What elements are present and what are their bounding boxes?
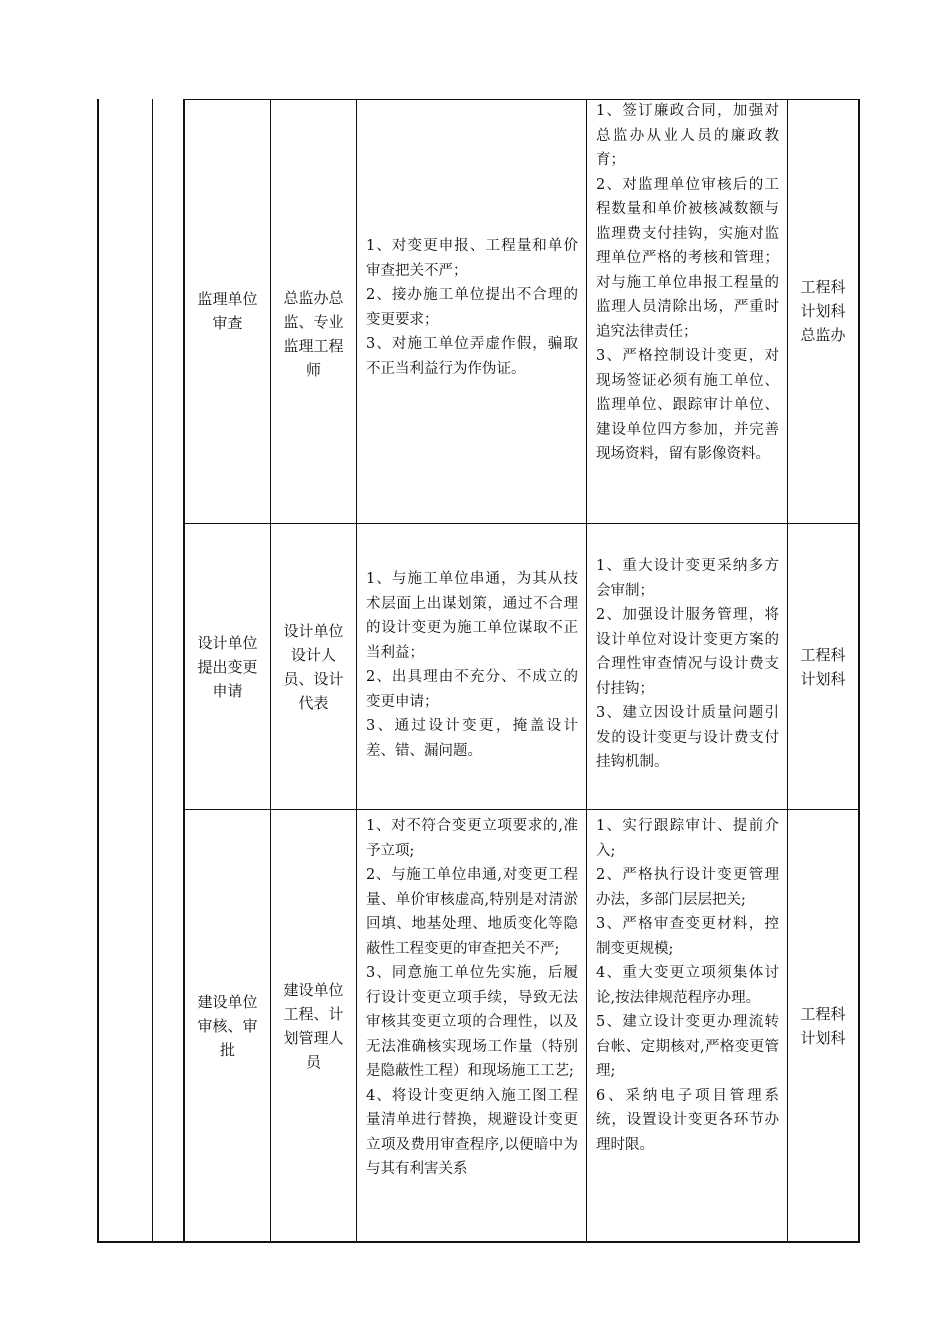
risk-item: 3、同意施工单位先实施，后履行设计变更立项手续，导致无法审核其变更立项的合理性，以及无法准确核实现场工作量（特别是隐蔽性工程）和现场施工工艺; xyxy=(366,965,578,1079)
risk-item: 1、对变更申报、工程量和单价审查把关不严； xyxy=(366,238,578,279)
person-cell: 总监办总监、专业监理工程师 xyxy=(283,289,344,379)
row-border-bottom xyxy=(97,1241,860,1243)
risk-cell xyxy=(357,234,586,381)
risk-item: 3、对施工单位弄虚作假，骗取不正当利益行为作伪证。 xyxy=(366,336,578,377)
person-cell: 建设单位工程、计划管理人员 xyxy=(283,980,344,1071)
measure-item: 6、采纳电子项目管理系统，设置设计变更各环节办理时限。 xyxy=(596,1087,779,1153)
risk-item: 2、出具理由不充分、不成立的变更申请； xyxy=(366,669,578,710)
measure-item: 1、重大设计变更采纳多方会审制； xyxy=(596,558,779,599)
table-row xyxy=(185,99,270,523)
risk-item: 2、与施工单位串通,对变更工程量、单价审核虚高,特别是对清淤回填、地基处理、地质变化等隐蔽性工程变更的审查把关不严; xyxy=(366,867,578,957)
measure-item: 3、严格控制设计变更，对现场签证必须有施工单位、监理单位、跟踪审计单位、建设单位四方参加，并完善现场资料，留有影像资料。 xyxy=(596,348,779,462)
dept-cell: 工程科计划科 xyxy=(800,645,846,688)
measure-item: 3、建立因设计质量问题引发的设计变更与设计费支付挂钩机制。 xyxy=(596,705,779,770)
measure-cell xyxy=(587,99,787,467)
risk-item: 4、将设计变更纳入施工图工程量清单进行替换，规避设计变更立项及费用审查程序,以便暗中为与其有利害关系 xyxy=(366,1087,578,1177)
stage-cell: 建设单位审核、审批 xyxy=(197,992,258,1059)
table-border-right xyxy=(858,99,860,1243)
stage-cell: 设计单位提出变更申请 xyxy=(197,633,258,700)
dept-cell: 工程科计划科 xyxy=(800,1004,846,1047)
measure-item: 5、建立设计变更办理流转台帐、定期核对,严格变更管理; xyxy=(596,1014,779,1079)
measure-item: 2、加强设计服务管理，将设计单位对设计变更方案的合理性审查情况与设计费支付挂钩； xyxy=(596,607,779,697)
risk-item: 2、接办施工单位提出不合理的变更要求； xyxy=(366,287,578,328)
measure-item: 3、严格审查变更材料，控制变更规模; xyxy=(596,916,779,957)
stage-cell: 监理单位审查 xyxy=(197,290,258,332)
risk-item: 1、对不符合变更立项要求的,准予立项; xyxy=(366,818,578,859)
dept-cell: 工程科计划科总监办 xyxy=(800,278,846,344)
measure-item: 2、严格执行设计变更管理办法，多部门层层把关; xyxy=(596,867,779,908)
measure-item: 1、实行跟踪审计、提前介入; xyxy=(596,818,779,859)
risk-cell xyxy=(357,567,586,763)
measure-item: 4、重大变更立项须集体讨论,按法律规范程序办理。 xyxy=(596,965,779,1006)
measure-item: 1、签订廉政合同，加强对总监办从业人员的廉政教育； xyxy=(596,103,779,168)
risk-item: 1、与施工单位串通，为其从技术层面上出谋划策，通过不合理的设计变更为施工单位谋取不正当利益； xyxy=(366,571,578,661)
measure-cell xyxy=(587,814,787,1157)
measure-cell xyxy=(587,554,787,775)
person-cell: 设计单位设计人员、设计代表 xyxy=(283,621,344,712)
measure-item: 2、对监理单位审核后的工程数量和单价被核减数额与监理费支付挂钩，实施对监理单位严格的考核和管理；对与施工单位串报工程量的监理人员清除出场，严重时追究法律责任； xyxy=(596,176,779,340)
risk-cell xyxy=(357,814,586,1182)
risk-item: 3、通过设计变更，掩盖设计差、错、漏问题。 xyxy=(366,718,578,759)
column-divider xyxy=(152,99,153,1243)
table-border-left xyxy=(97,99,99,1243)
risk-table xyxy=(97,99,860,1243)
